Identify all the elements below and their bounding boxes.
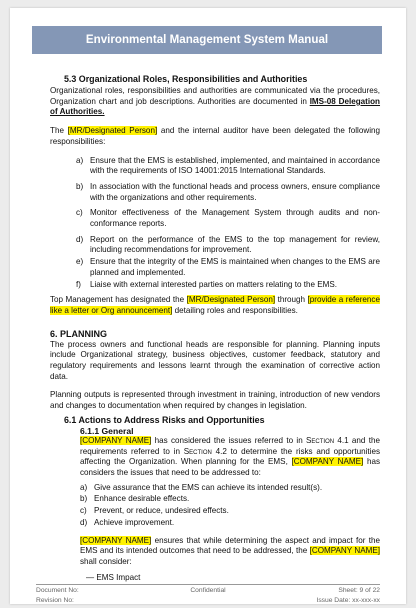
list-item: c) Prevent, or reduce, undesired effects. <box>80 506 229 516</box>
highlight-placeholder: [provide a reference like a letter or Org announcement] <box>50 295 380 315</box>
section-5-3-heading: 5.3 Organizational Roles, Responsibilities and Authorities <box>64 74 308 84</box>
section-5-3-paragraph-1: Organizational roles, responsibilities and authorities are communicated via the procedures, Organization chart and job descriptions. Authorities are documented in IMS-08 Delegation of Authorities. <box>50 86 381 117</box>
page-footer <box>36 584 380 606</box>
section-6-paragraph-2: Planning outputs is represented through investment in training, introduction of new vendors and changes to documentation when required by changes in legislation. <box>50 390 380 411</box>
list-item: a) Give assurance that the EMS can achieve its intended result(s). <box>80 482 323 492</box>
revision-number-label: Revision No: <box>36 597 74 604</box>
page-title: Environmental Management System Manual <box>32 26 382 54</box>
section-6-1-1-paragraph-2: [COMPANY NAME] ensures that while determining the aspect and impact for the EMS and its intended outcomes that need to be addressed, the [COMPANY NAME] shall consider: <box>80 535 380 566</box>
list-item: c) Monitor effectiveness of the Management System through audits and non-conformance reports. <box>76 208 380 229</box>
highlight-placeholder: [COMPANY NAME] <box>80 535 152 545</box>
highlight-placeholder: [COMPANY NAME] <box>80 435 152 445</box>
confidential-label: Confidential <box>190 587 226 594</box>
section-6-1-1-heading: 6.1.1 General <box>80 425 134 436</box>
issue-date: Issue Date: xx-xxx-xx <box>316 597 381 604</box>
highlight-placeholder: [MR/Designated Person] <box>186 295 276 305</box>
document-body <box>50 74 380 583</box>
section-6-heading: 6. PLANNING <box>50 328 108 339</box>
list-item: a) Ensure that the EMS is established, implemented, and maintained in accordance with the requirements of ISO 14001:2015 International Standards. <box>76 155 380 176</box>
list-item: b) Enhance desirable effects. <box>80 494 190 504</box>
section-5-3-paragraph-3: Top Management has designated the [MR/Designated Person] through [provide a reference like a letter or Org announcement] detailing roles and responsibilities. <box>50 295 380 315</box>
section-6-1-heading: 6.1 Actions to Address Risks and Opportunities <box>64 414 265 425</box>
highlight-placeholder: [COMPANY NAME] <box>309 546 380 556</box>
list-item: e) Ensure that the integrity of the EMS is maintained when changes to the EMS are planned and implemented. <box>76 257 380 277</box>
highlight-placeholder: [MR/Designated Person] <box>67 126 158 136</box>
section-6-paragraph-1: The process owners and functional heads are responsible for planning. Planning inputs include Organizational strategy, business objectives, customer feedback, statutory and regulatory requirements and lessons learnt through the examination of corrective action data. <box>50 339 380 381</box>
ims-08-reference: IMS-08 Delegation of Authorities. <box>50 96 381 117</box>
list-item: b) In association with the functional heads and process owners, ensure compliance with the organizations and other requirements. <box>76 181 380 202</box>
highlight-placeholder: [COMPANY NAME] <box>291 457 364 467</box>
planning-considerations-list <box>50 483 380 529</box>
section-5-3-paragraph-2: The [MR/Designated Person] and the internal auditor have been delegated the following responsibilities: <box>50 126 380 146</box>
list-item: d) Achieve improvement. <box>80 517 175 527</box>
list-item: f) Liaise with external interested parties on matters relating to the EMS. <box>76 279 337 289</box>
sheet-number: Sheet: 9 of 22 <box>338 587 381 594</box>
list-item: d) Report on the performance of the EMS to the top management for review, including recommendations for improvement. <box>76 234 380 255</box>
responsibilities-list <box>50 156 380 291</box>
document-page <box>10 8 406 604</box>
dash-list-item: — EMS Impact <box>86 572 141 582</box>
section-6-1-1-paragraph-1: [COMPANY NAME] has considered the issues referred to in Section 4.1 and the requirements referred to in Section 4.2 to determine the risks and opportunities affecting the Organization. When planning for the EMS, [COMPANY NAME] has considers the issues that need to be addressed to: <box>80 435 381 477</box>
document-number-label: Document No: <box>36 587 79 594</box>
